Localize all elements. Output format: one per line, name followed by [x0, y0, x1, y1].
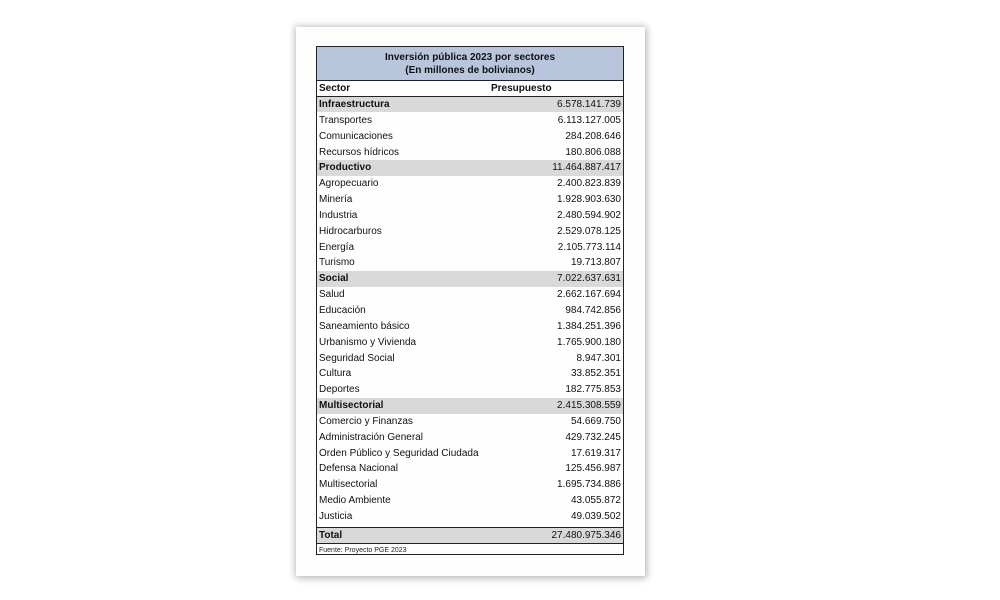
budget-value: 33.852.351: [570, 368, 621, 380]
total-label: Total: [319, 530, 343, 542]
sector-name: Educación: [319, 305, 366, 317]
budget-value: 1.765.900.180: [557, 336, 621, 348]
budget-value: 54.669.750: [570, 415, 621, 427]
table-row: [317, 255, 623, 271]
budget-value: 2.662.167.694: [557, 289, 621, 301]
budget-value: 19.713.807: [570, 257, 621, 269]
total-row: [317, 527, 623, 544]
sector-name: Saneamiento básico: [319, 320, 410, 332]
budget-value: 7.022.637.631: [557, 273, 621, 285]
sector-name: Comercio y Finanzas: [319, 415, 413, 427]
budget-value: 1.928.903.630: [557, 194, 621, 206]
sector-name: Multisectorial: [319, 400, 384, 412]
table-row: [317, 239, 623, 255]
budget-value: 2.529.078.125: [557, 225, 621, 237]
category-row: [317, 160, 623, 176]
sector-name: Agropecuario: [319, 178, 379, 190]
sector-name: Cultura: [319, 368, 352, 380]
table-row: [317, 287, 623, 303]
sector-name: Salud: [319, 289, 345, 301]
table-row: [317, 318, 623, 334]
table-body: [317, 97, 623, 525]
budget-value: 8.947.301: [576, 352, 621, 364]
table-row: [317, 176, 623, 192]
table-row: [317, 334, 623, 350]
table-row: [317, 128, 623, 144]
category-row: [317, 398, 623, 414]
table-row: [317, 366, 623, 382]
table-row: [317, 192, 623, 208]
budget-value: 429.732.245: [565, 431, 621, 443]
budget-value: 182.775.853: [565, 384, 621, 396]
table-row: [317, 223, 623, 239]
sector-name: Multisectorial: [319, 479, 378, 491]
sector-name: Seguridad Social: [319, 352, 395, 364]
budget-value: 984.742.856: [565, 305, 621, 317]
sector-name: Deportes: [319, 384, 360, 396]
budget-table: [316, 46, 624, 555]
table-row: [317, 461, 623, 477]
sector-name: Comunicaciones: [319, 130, 393, 142]
budget-value: 17.619.317: [570, 447, 621, 459]
table-row: [317, 303, 623, 319]
sector-name: Transportes: [319, 114, 372, 126]
sector-name: Medio Ambiente: [319, 495, 391, 507]
table-title: [317, 47, 623, 81]
header-sector: Sector: [319, 82, 351, 94]
table-row: [317, 477, 623, 493]
table-title-line2: (En millones de bolivianos): [405, 64, 535, 76]
sector-name: Social: [319, 273, 349, 285]
budget-value: 1.695.734.886: [557, 479, 621, 491]
table-row: [317, 429, 623, 445]
document-page: [296, 27, 645, 576]
budget-value: 11.464.887.417: [552, 162, 621, 174]
budget-value: 180.806.088: [565, 146, 621, 158]
table-row: [317, 144, 623, 160]
sector-name: Hidrocarburos: [319, 225, 382, 237]
table-header-row: [317, 81, 623, 97]
source-note: Fuente: Proyecto PGE 2023: [319, 546, 407, 554]
table-row: [317, 208, 623, 224]
budget-value: 43.055.872: [570, 495, 621, 507]
budget-value: 2.105.773.114: [557, 241, 621, 253]
table-row: [317, 445, 623, 461]
sector-name: Recursos hídricos: [319, 146, 400, 158]
total-value: 27.480.975.346: [551, 530, 621, 542]
budget-value: 1.384.251.396: [557, 320, 621, 332]
table-row: [317, 509, 623, 525]
table-row: [317, 382, 623, 398]
sector-name: Defensa Nacional: [319, 463, 398, 475]
sector-name: Administración General: [319, 431, 423, 443]
category-row: [317, 97, 623, 113]
sector-name: Energía: [319, 241, 355, 253]
sector-name: Infraestructura: [319, 99, 390, 111]
sector-name: Minería: [319, 194, 353, 206]
sector-name: Turismo: [319, 257, 355, 269]
sector-name: Justicia: [319, 510, 353, 522]
table-row: [317, 414, 623, 430]
header-budget: Presupuesto: [491, 82, 552, 94]
sector-name: Industria: [319, 209, 358, 221]
table-row: [317, 112, 623, 128]
budget-value: 2.400.823.839: [557, 178, 621, 190]
budget-value: 49.039.502: [570, 510, 621, 522]
category-row: [317, 271, 623, 287]
budget-value: 125.456.987: [565, 463, 621, 475]
budget-value: 2.415.308.559: [557, 400, 621, 412]
budget-value: 6.578.141.739: [557, 99, 621, 111]
table-row: [317, 350, 623, 366]
budget-value: 284.208.646: [565, 130, 621, 142]
table-title-line1: Inversión pública 2023 por sectores: [384, 51, 556, 63]
sector-name: Urbanismo y Vivienda: [319, 336, 417, 348]
budget-value: 2.480.594.902: [557, 209, 621, 221]
sector-name: Órden Público y Seguridad Ciudada: [319, 447, 479, 459]
sector-name: Productivo: [319, 162, 372, 174]
budget-value: 6.113.127.005: [557, 114, 621, 126]
table-row: [317, 493, 623, 509]
